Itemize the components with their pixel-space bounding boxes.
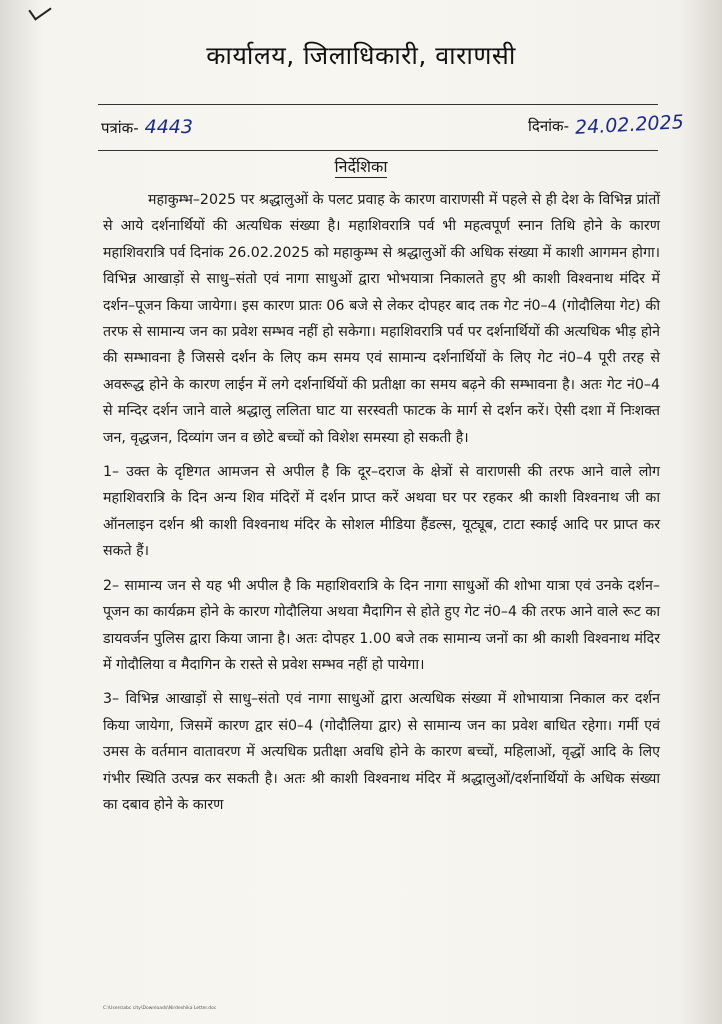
date-handwritten-value: 24.02.2025 xyxy=(574,111,685,139)
point-3-paragraph: 3– विभिन्न आखाड़ों से साधु–संतो एवं नागा साधुओं द्वारा अत्यधिक संख्या में शोभायात्रा निकाल कर दर्शन किया जायेगा, जिसमें कारण द्वार सं0–4 (गोदौलिया द्वार) से सामान्य जन का प्रवेश बाधित रहेगा। गर्मी एवं उमस के वर्तमान वातावरण में अत्यधिक प्रतीक्षा अवधि होने के कारण बच्चों, महिलाओं, वृद्धों आदि के लिए गंभीर स्थिति उत्पन्न कर सकती है। अतः श्री काशी विश्वनाथ मंदिर में श्रद्धालुओं/दर्शनार्थियों के अधिक संख्या का दबाव होने के कारण xyxy=(103,691,660,813)
document-subject xyxy=(0,155,722,177)
subject-text: निर्देशिका xyxy=(334,157,388,176)
file-path-footer: C:\Users\abc city\Downloads\Nirdeshika Letter.doc xyxy=(103,1006,217,1011)
office-heading: कार्यालय, जिलाधिकारी, वाराणसी xyxy=(206,41,516,70)
letter-date xyxy=(528,111,685,139)
reference-number xyxy=(101,116,193,138)
intro-paragraph: महाकुम्भ–2025 पर श्रद्धालुओं के पलट प्रवाह के कारण वाराणसी में पहले से ही देश के विभिन्न प्रांतों से आये दर्शनार्थियों की अत्यधिक संख्या है। महाशिवरात्रि पर्व भी महत्वपूर्ण स्नान तिथि होने के कारण महाशिवरात्रि पर्व दिनांक 26.02.2025 को महाकुम्भ से श्रद्धालुओं की अधिक संख्या में काशी आगमन होगा। विभिन्न आखाड़ों से साधु–संतो एवं नागा साधुओं द्वारा भोभयात्रा निकालते हुए श्री काशी विश्वनाथ मंदिर में दर्शन–पूजन किया जायेगा। इस कारण प्रातः 06 बजे से लेकर दोपहर बाद तक गेट नं0–4 (गोदौलिया गेट) की तरफ से सामान्य जन का प्रवेश सम्भव नहीं हो सकेगा। महाशिवरात्रि पर्व पर दर्शनार्थियों की अत्यधिक भीड़ होने की सम्भावना है जिससे दर्शन के लिए कम समय एवं सामान्य दर्शनार्थियों के लिए गेट नं0–4 पूरी तरह से अवरूद्ध होने के कारण लाईन में लगे दर्शनार्थियों की प्रतीक्षा का समय बढ़ने की सम्भावना है। अतः गेट नं0–4 से मन्दिर दर्शन जाने वाले श्रद्धालु ललिता घाट या सरस्वती फाटक के मार्ग से दर्शन करें। ऐसी दशा में निःशक्त जन, वृद्धजन, दिव्यांग जन व छोटे बच्चों को विशेश समस्या हो सकती है। xyxy=(103,192,660,446)
reference-handwritten-number: 4443 xyxy=(144,116,193,138)
point-2-paragraph: 2– सामान्य जन से यह भी अपील है कि महाशिवरात्रि के दिन नागा साधुओं की शोभा यात्रा एवं उनके दर्शन–पूजन का कार्यक्रम होने के कारण गोदौलिया अथवा मैदागिन से होते हुए गेट नं0–4 की तरफ आने वाले रूट का डायवर्जन पुलिस द्वारा किया जाना है। अतः दोपहर 1.00 बजे तक सामान्य जनों का श्री काशी विश्वनाथ मंदिर में गोदौलिया व मैदागिन के रास्ते से प्रवेश सम्भव नहीं हो पायेगा। xyxy=(103,577,660,673)
reference-label: पत्रांक- xyxy=(101,119,139,137)
header-rule-top xyxy=(98,104,658,105)
header-rule-bottom xyxy=(98,150,658,151)
date-label: दिनांक- xyxy=(528,117,569,135)
letter-body xyxy=(103,187,660,826)
point-1-paragraph: 1– उक्त के दृष्टिगत आमजन से अपील है कि दूर–दराज के क्षेत्रों से वाराणसी की तरफ आने वाले लोग महाशिवरात्रि के दिन अन्य शिव मंदिरों में दर्शन प्राप्त करें अथवा घर पर रहकर श्री काशी विश्वनाथ जी का ऑनलाइन दर्शन श्री काशी विश्वनाथ मंदिर के सोशल मीडिया हैंडल्स, यूट्यूब, टाटा स्काई आदि पर प्राप्त कर सकते हैं। xyxy=(103,464,660,560)
pen-tick-mark xyxy=(28,0,51,21)
